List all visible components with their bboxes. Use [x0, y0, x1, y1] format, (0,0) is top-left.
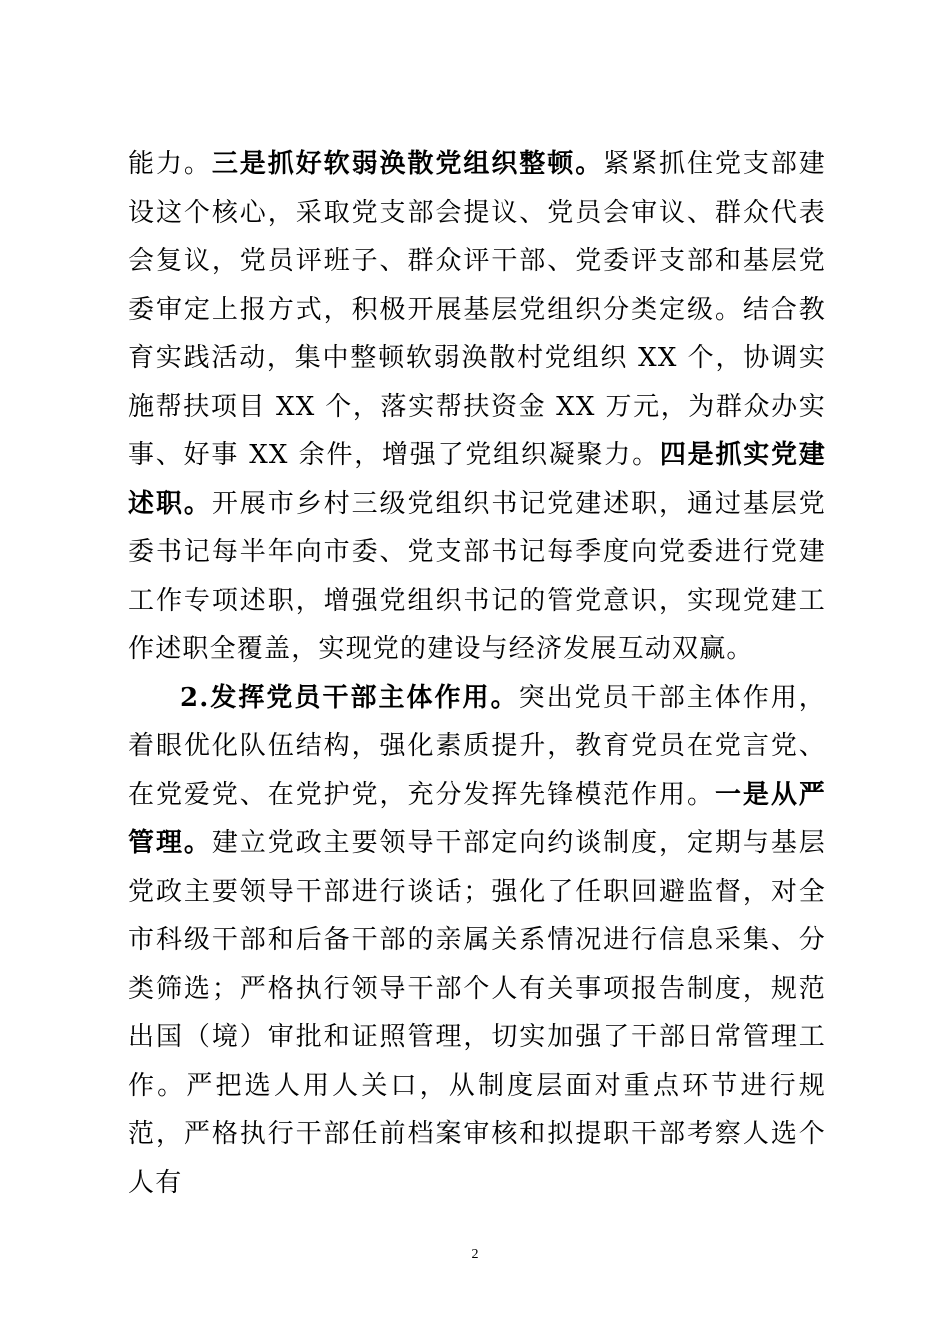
paragraph-2-run-4: 建立党政主要领导干部定向约谈制度，定期与基层党政主要领导干部进行谈话；强化了任职回避监督，对全市科级干部和后备干部的亲属关系情况进行信息采集、分类筛选；严格执行领导干部个人有关事项报告制度，规范出国（境）审批和证照管理，切实加强了干部日常管理工作。严把选人用人关口，从制度层面对重点环节进行规范，严格执行干部任前档案审核和拟提职干部考察人选个人有	[128, 828, 826, 1198]
section-heading-party-cadres-role: 2.发挥党员干部主体作用。	[180, 682, 519, 713]
paragraph-1-run-5: 开展市乡村三级党组织书记党建述职，通过基层党委书记每半年向市委、党支部书记每季度向党委进行党建工作专项述职，增强党组织书记的管党意识，实现党建工作述职全覆盖，实现党的建设与经济发展互动双赢。	[128, 488, 826, 664]
heading-three-fix-weak-party-organizations: 三是抓好软弱涣散党组织整顿。	[211, 149, 604, 179]
page-number: 2	[471, 1247, 479, 1262]
paragraph-1-run-1: 能力。	[128, 149, 212, 179]
heading-four-party-building-reports: 四是抓实党建述职。	[128, 440, 827, 519]
heading-one-strict-management: 一是从严管理。	[128, 779, 826, 858]
body-text	[128, 140, 826, 1207]
paragraph-1-run-3: 紧紧抓住党支部建设这个核心，采取党支部会提议、党员会审议、群众代表会复议，党员评班子、群众评干部、党委评支部和基层党委审定上报方式，积极开展基层党组织分类定级。结合教育实践活动，集中整顿软弱涣散村党组织 XX 个，协调实施帮扶项目 XX 个，落实帮扶资金 XX 万元，为群众办实事、好事 XX 余件，增强了党组织凝聚力。	[128, 149, 826, 470]
paragraph-2	[128, 674, 826, 1208]
paragraph-2-run-2: 突出党员干部主体作用，着眼优化队伍结构，强化素质提升，教育党员在党言党、在党爱党、在党护党，充分发挥先锋模范作用。	[128, 682, 826, 810]
paragraph-1	[128, 140, 826, 674]
